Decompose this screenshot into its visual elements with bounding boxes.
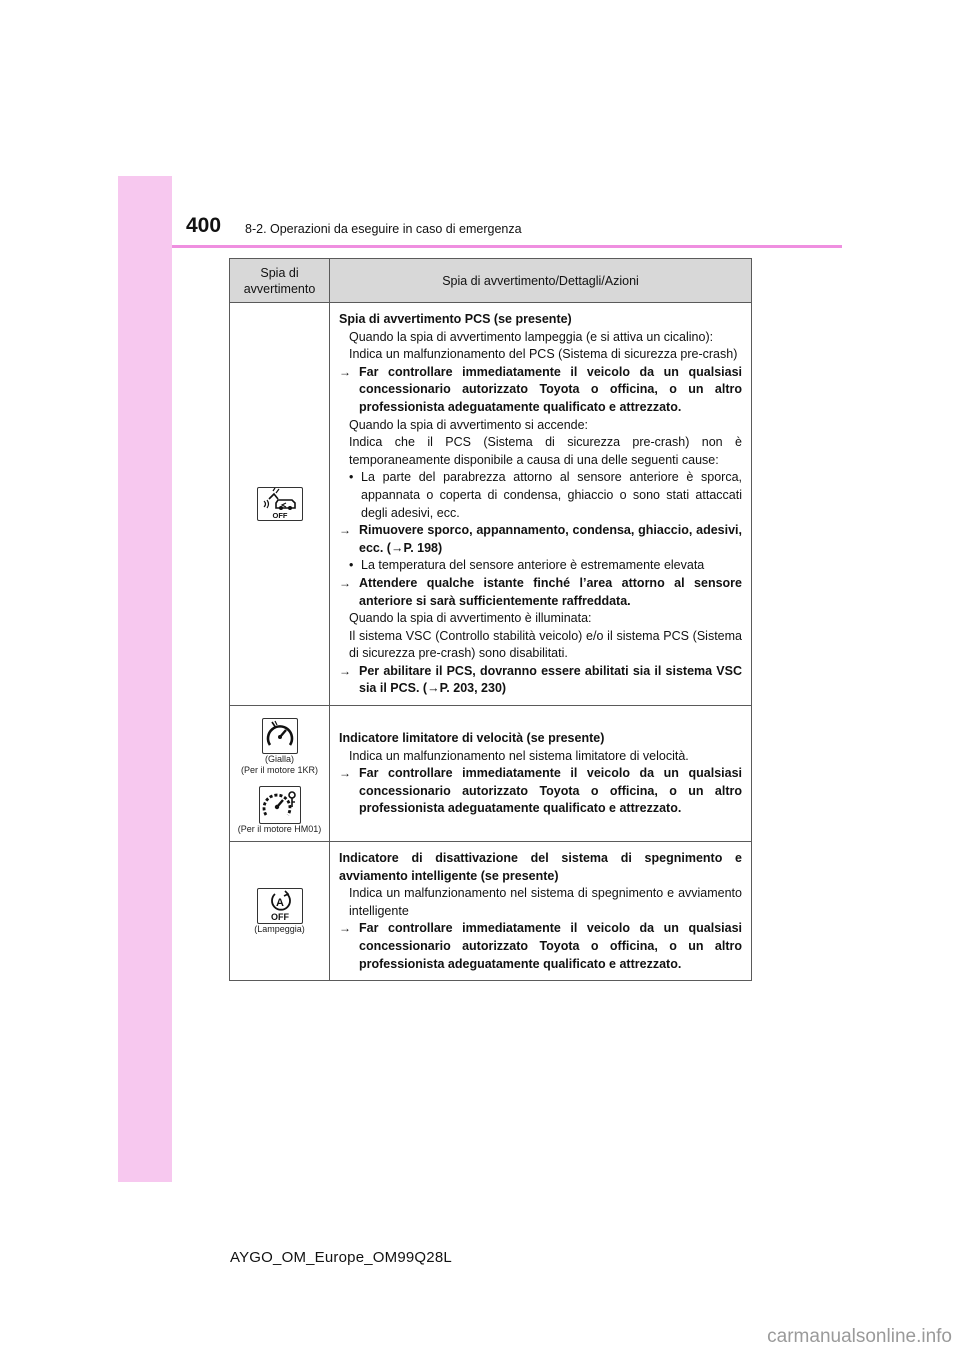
table-row — [230, 303, 752, 706]
action-item — [339, 663, 742, 698]
paragraph: Il sistema VSC (Controllo stabilità veicolo) e/o il sistema PCS (Sistema di sicurezza pre-crash) sono disabilitati. — [349, 628, 742, 661]
paragraph: Indica un malfunzionamento del PCS (Sistema di sicurezza pre-crash) — [349, 347, 738, 362]
warning-light-table — [229, 258, 752, 981]
bullet-text: La parte del parabrezza attorno al sensore anteriore è sporca, appannata o coperta di condensa, ghiaccio o sono stati attaccati degli adesivi, ecc. — [361, 470, 742, 520]
pcs-off-warning-icon — [257, 487, 303, 521]
document-code: AYGO_OM_Europe_OM99Q28L — [230, 1249, 452, 1266]
row-title: Indicatore di disattivazione del sistema di spegnimento e avviamento intelligente (se presente) — [339, 851, 742, 883]
column-header-details: Spia di avvertimento/Dettagli/Azioni — [330, 259, 752, 303]
icon-caption: (Lampeggia) — [254, 923, 305, 934]
bullet-item — [349, 469, 742, 522]
details-cell — [330, 842, 752, 981]
icon-cell — [230, 842, 330, 981]
action-item — [339, 522, 742, 557]
bullet-item — [349, 557, 742, 575]
stop-start-lamp-letter: A — [275, 896, 284, 909]
paragraph: Quando la spia di avvertimento è illuminata: — [349, 611, 592, 626]
action-text: Per abilitare il PCS, dovranno essere abilitati sia il sistema VSC sia il PCS. (→P. 203, 230) — [359, 663, 742, 696]
icon-caption: (Per il motore 1KR) — [240, 765, 319, 776]
paragraph: Indica un malfunzionamento nel sistema di spegnimento e avviamento intelligente — [349, 886, 742, 918]
column-header-light: Spia di avvertimento — [230, 259, 330, 303]
speed-limiter-icon — [262, 718, 298, 754]
section-title: 8-2. Operazioni da eseguire in caso di emergenza — [245, 222, 522, 236]
paragraph: Indica un malfunzionamento nel sistema limitatore di velocità. — [349, 748, 689, 763]
table-header-row — [230, 259, 752, 303]
action-text: Attendere qualche istante finché l’area attorno al sensore anteriore si sarà sufficientemente raffreddata. — [359, 575, 742, 608]
bullet-icon: • — [349, 470, 354, 485]
arrow-right-icon: → — [339, 575, 351, 590]
stop-start-lamp-label: OFF — [270, 911, 289, 922]
action-text: Far controllare immediatamente il veicolo da un qualsiasi concessionario autorizzato Toyota o officina, o un altro professionista adeguatamente qualificato e attrezzato. — [359, 364, 742, 414]
icon-cell — [230, 303, 330, 706]
table-row — [230, 706, 752, 842]
watermark: carmanualsonline.info — [767, 1326, 952, 1347]
paragraph: Indica che il PCS (Sistema di sicurezza pre-crash) non è temporaneamente disponibile a causa di una delle seguenti cause: — [349, 435, 742, 467]
arrow-right-icon: → — [339, 766, 351, 781]
paragraph: Quando la spia di avvertimento si accende: — [349, 417, 589, 432]
bullet-icon: • — [349, 558, 354, 573]
action-item — [339, 364, 742, 417]
row-title: Spia di avvertimento PCS (se presente) — [339, 312, 572, 326]
action-item — [339, 575, 742, 610]
details-cell — [330, 706, 752, 842]
arrow-right-icon: → — [339, 523, 351, 538]
paragraph: Quando la spia di avvertimento lampeggia (e si attiva un cicalino): — [349, 329, 714, 344]
action-text: Far controllare immediatamente il veicolo da un qualsiasi concessionario autorizzato Toyota o officina, o un altro professionista adeguatamente qualificato e attrezzato. — [359, 766, 742, 816]
action-text: Rimuovere sporco, appannamento, condensa, ghiaccio, adesivi, ecc. (→P. 198) — [359, 523, 742, 555]
speed-limiter-hm01-icon — [259, 786, 301, 824]
details-cell — [330, 303, 752, 706]
arrow-right-icon: → — [339, 364, 351, 379]
bullet-text: La temperatura del sensore anteriore è estremamente elevata — [361, 558, 705, 573]
icon-cell — [230, 706, 330, 842]
header-divider — [172, 245, 842, 248]
action-item — [339, 920, 742, 973]
icon-caption: (Per il motore HM01) — [237, 824, 322, 835]
action-text: Far controllare immediatamente il veicolo da un qualsiasi concessionario autorizzato Toyota o officina, o un altro professionista adeguatamente qualificato e attrezzato. — [359, 921, 742, 971]
action-item — [339, 765, 742, 818]
side-tab-band — [118, 176, 172, 1182]
arrow-right-icon: → — [339, 921, 351, 936]
pcs-lamp-label: OFF — [272, 511, 287, 521]
table-row — [230, 842, 752, 981]
arrow-right-icon: → — [339, 663, 351, 678]
stop-start-off-icon — [257, 888, 303, 924]
row-title: Indicatore limitatore di velocità (se presente) — [339, 731, 605, 746]
page-number: 400 — [186, 214, 222, 237]
icon-caption: (Gialla) — [264, 754, 294, 765]
